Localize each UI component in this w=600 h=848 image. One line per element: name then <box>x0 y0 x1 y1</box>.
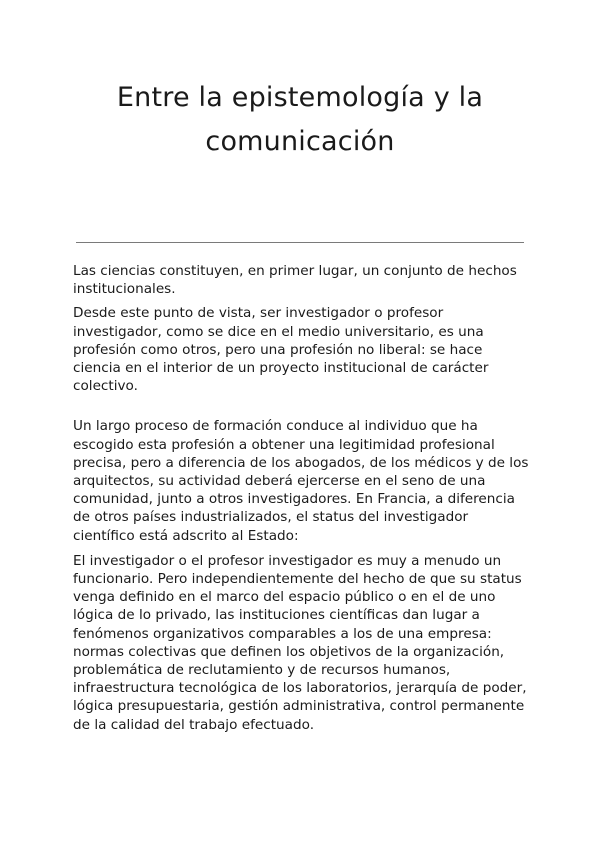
body-text <box>73 262 533 734</box>
title-divider <box>76 242 524 243</box>
paragraph: Un largo proceso de formación conduce al individuo que ha escogido esta profesión a obtener una legitimidad profesional precisa, pero a diferencia de los abogados, de los médicos y de los arquitectos, su actividad deberá ejercerse en el seno de una comunidad, junto a otros investigadores. En Francia, a diferencia de otros países industrializados, el status del investigador científico está adscrito al Estado: <box>73 418 529 544</box>
page-title: Entre la epistemología y la comunicación <box>116 82 484 157</box>
paragraph: El investigador o el profesor investigador es muy a menudo un funcionario. Pero independientemente del hecho de que su status venga definido en el marco del espacio público o en el de uno lógica de lo privado, las instituciones científicas dan lugar a fenómenos organizativos comparables a los de una empresa: normas colectivas que definen los objetivos de la organización, problemática de reclutamiento y de recursos humanos, infraestructura tecnológica de los laboratorios, jerarquía de poder, lógica presupuestaria, gestión administrativa, control permanente de la calidad del trabajo efectuado. <box>73 552 527 733</box>
paragraph: Desde este punto de vista, ser investigador o profesor investigador, como se dice en el medio universitario, es una profesión como otros, pero una profesión no liberal: se hace ciencia en el interior de un proyecto institucional de carácter colectivo. <box>73 305 489 395</box>
paragraph: Las ciencias constituyen, en primer lugar, un conjunto de hechos institucionales. <box>73 263 517 298</box>
